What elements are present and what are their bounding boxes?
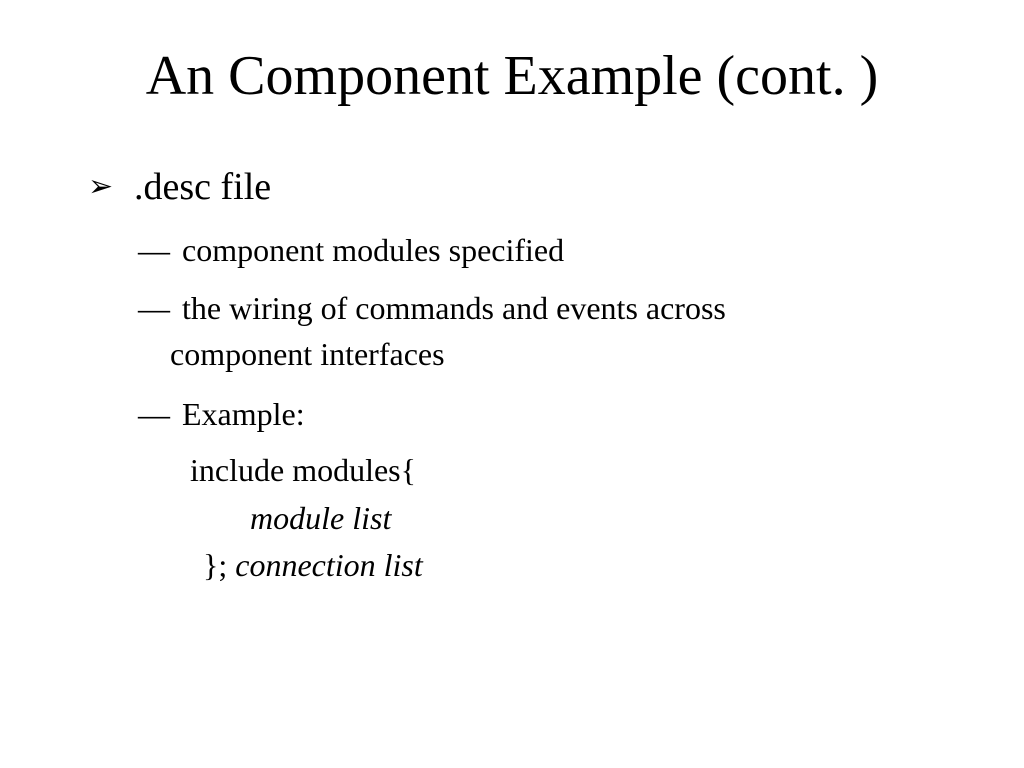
subitem-modules	[138, 228, 564, 272]
dash-marker: —	[138, 396, 170, 432]
dash-marker: —	[138, 232, 170, 268]
subitem-wiring	[138, 286, 726, 330]
subitem-text: the wiring of commands and events across	[182, 290, 726, 326]
example-line-connection	[203, 543, 423, 587]
subitem-text: component modules specified	[182, 232, 565, 268]
arrow-bullet-icon: ➢	[88, 170, 114, 203]
example-closing-brace: };	[203, 547, 228, 583]
subitem-wiring-continuation: component interfaces	[170, 336, 445, 372]
bullet-desc-file	[88, 162, 271, 212]
subitem-example	[138, 392, 305, 436]
example-line-module-list: module list	[250, 500, 392, 536]
example-line-include: include modules{	[190, 452, 416, 488]
dash-marker: —	[138, 290, 170, 326]
slide-title: An Component Example (cont. )	[145, 45, 879, 107]
bullet-text: .desc file	[134, 166, 272, 208]
subitem-text: Example:	[182, 396, 305, 432]
example-connection-list: connection list	[235, 547, 423, 583]
